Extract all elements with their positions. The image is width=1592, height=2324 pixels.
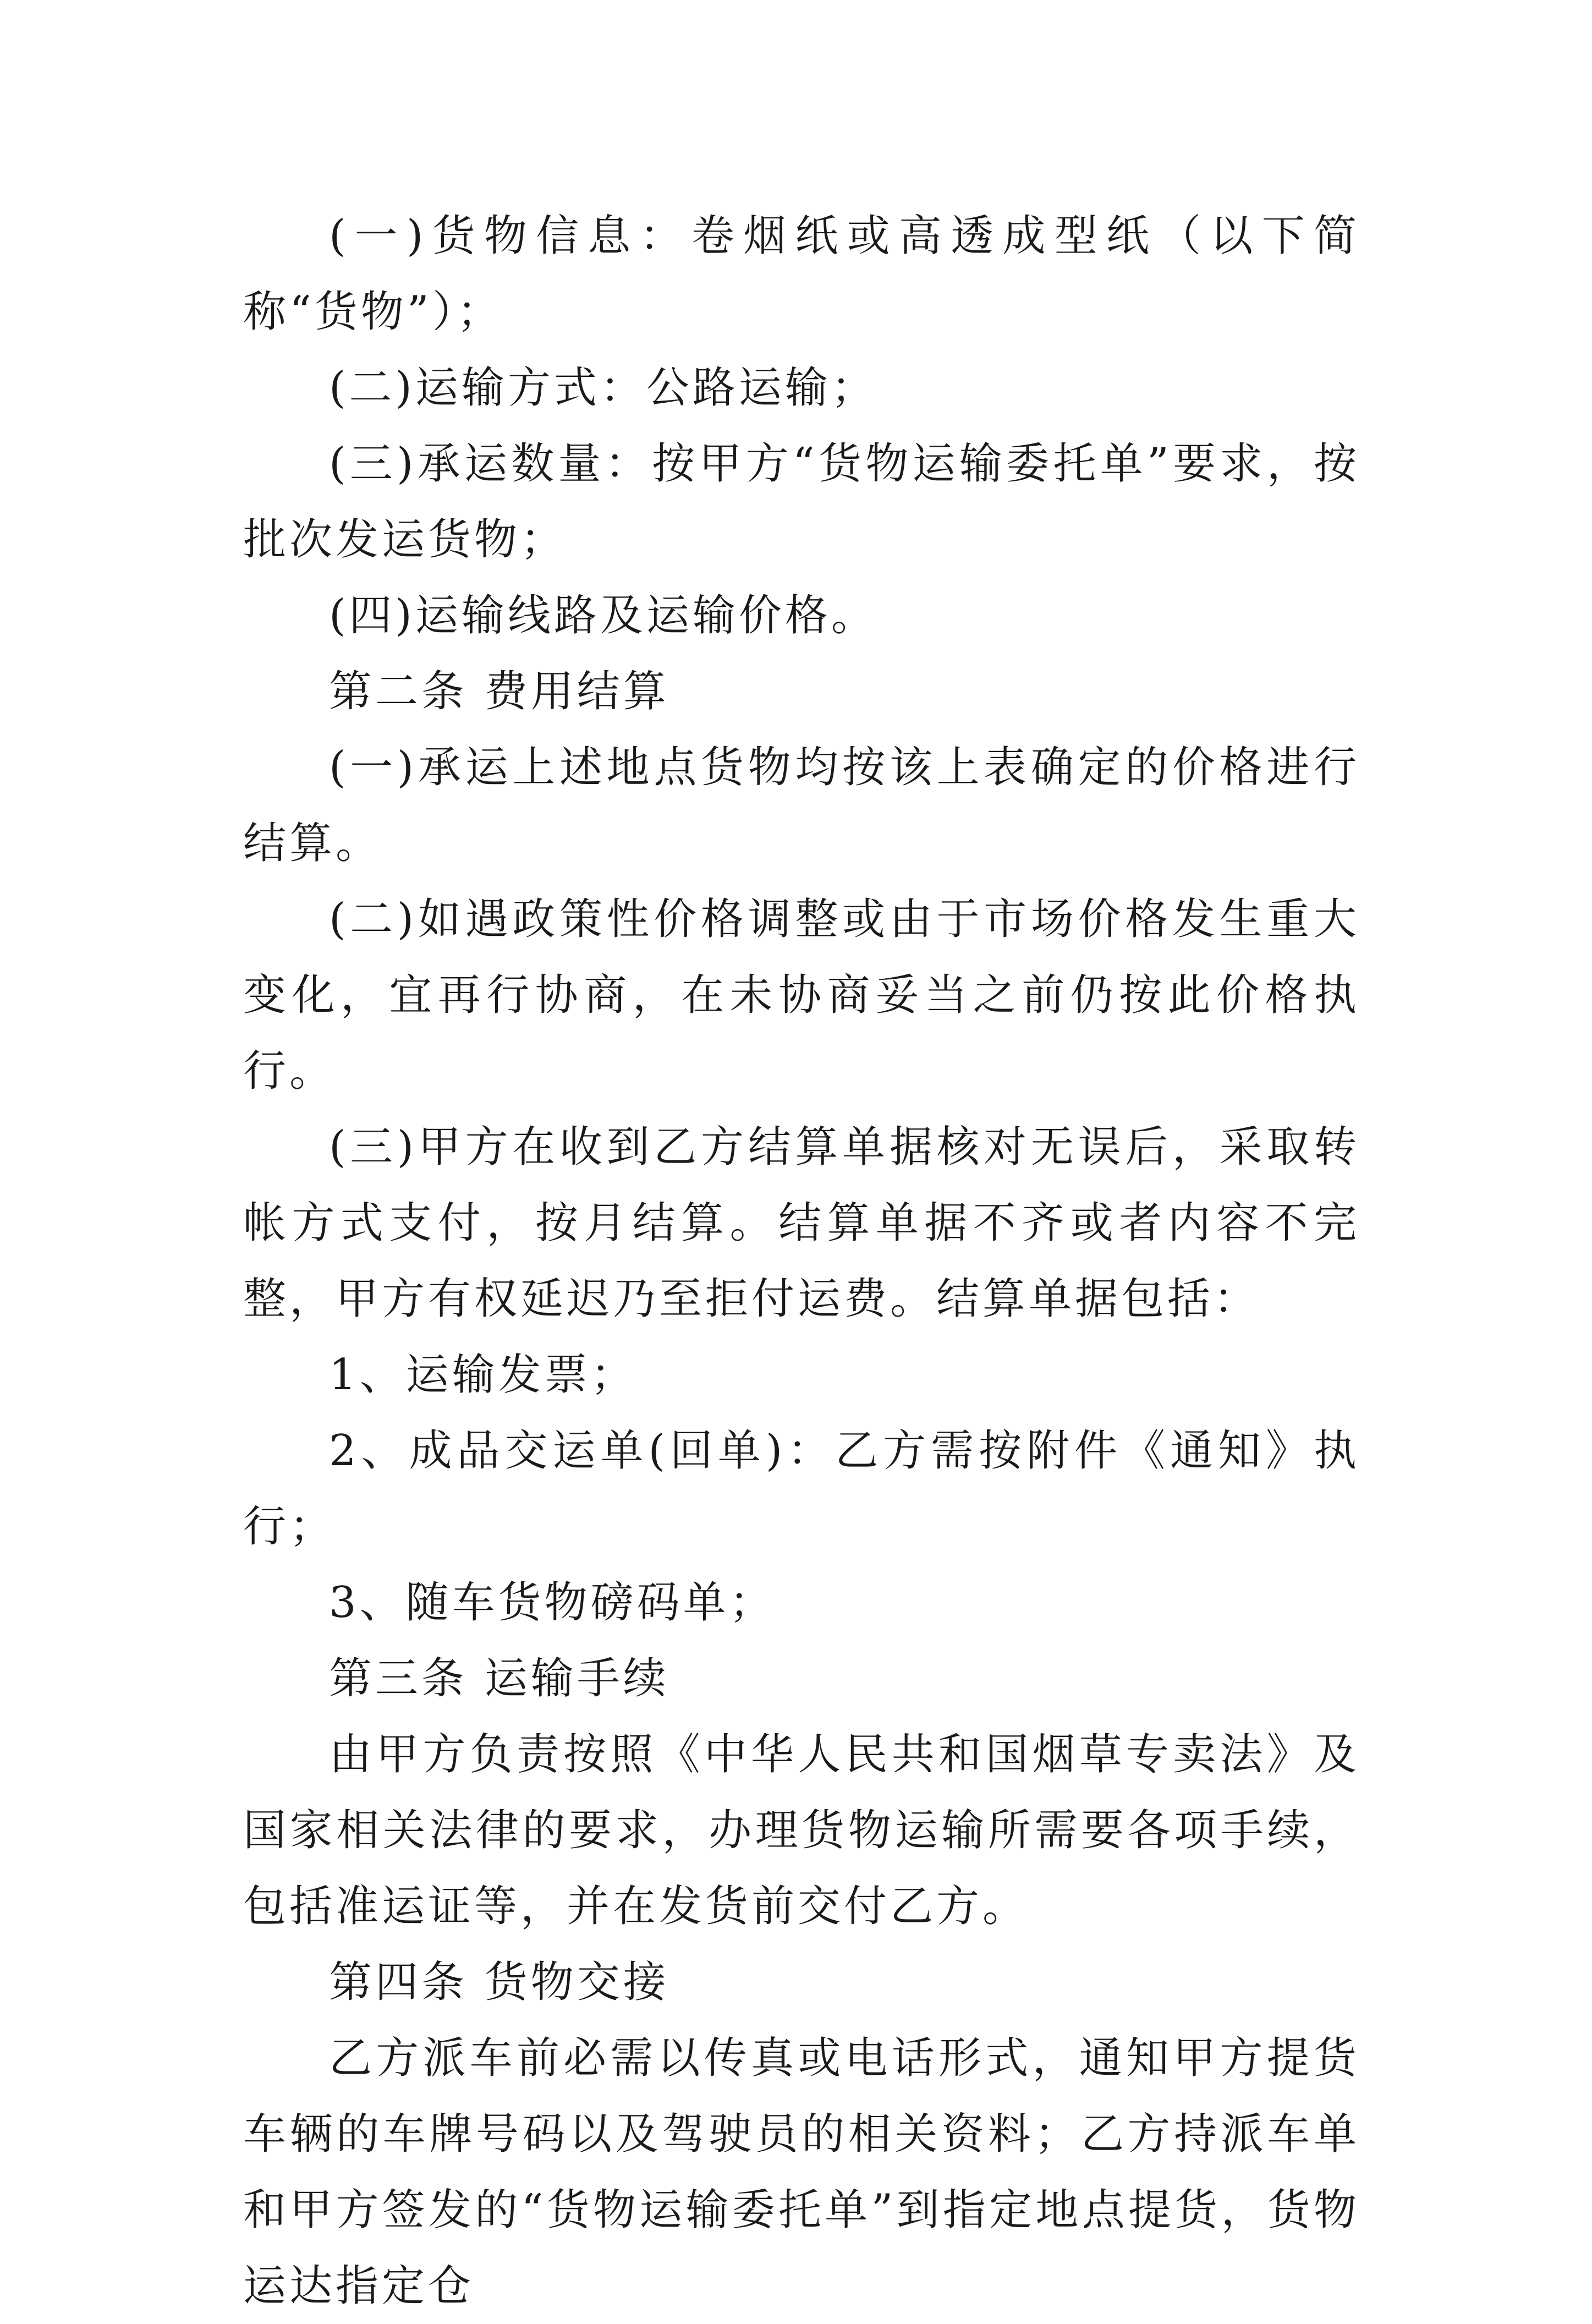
article-3-heading: 第三条 运输手续 <box>329 1654 669 1703</box>
list-item-weight-list: 3、随车货物磅码单； <box>329 1578 776 1627</box>
paragraph-settlement-2: (二)如遇政策性价格调整或由于市场价格发生重大变化，宜再行协商，在未协商妥当之前仍按此价格执行。 <box>243 895 1360 1096</box>
list-item-invoice: 1、运输发票； <box>329 1350 637 1400</box>
document-body <box>243 198 1360 2324</box>
paragraph-cargo-info: (一)货物信息：卷烟纸或高透成型纸（以下简称“货物”）； <box>243 211 1360 337</box>
article-2-heading: 第二条 费用结算 <box>329 667 669 716</box>
paragraph-route-price: (四)运输线路及运输价格。 <box>329 591 877 640</box>
paragraph-quantity: (三)承运数量：按甲方“货物运输委托单”要求，按批次发运货物； <box>243 439 1360 564</box>
article-4-heading: 第四条 货物交接 <box>329 1958 669 2007</box>
paragraph-handover: 乙方派车前必需以传真或电话形式，通知甲方提货车辆的车牌号码以及驾驶员的相关资料；乙方持派车单和甲方签发的“货物运输委托单”到指定地点提货，货物运达指定仓 <box>243 2034 1360 2311</box>
paragraph-transport-mode: (二)运输方式：公路运输； <box>329 363 877 413</box>
list-item-delivery-note: 2、成品交运单(回单)：乙方需按附件《通知》执行； <box>243 1426 1360 1552</box>
paragraph-settlement-1: (一)承运上述地点货物均按该上表确定的价格进行结算。 <box>243 743 1360 868</box>
paragraph-procedures: 由甲方负责按照《中华人民共和国烟草专卖法》及国家相关法律的要求，办理货物运输所需要各项手续，包括准运证等，并在发货前交付乙方。 <box>243 1730 1360 1931</box>
paragraph-settlement-3: (三)甲方在收到乙方结算单据核对无误后，采取转帐方式支付，按月结算。结算单据不齐或者内容不完整，甲方有权延迟乃至拒付运费。结算单据包括： <box>243 1122 1360 1324</box>
